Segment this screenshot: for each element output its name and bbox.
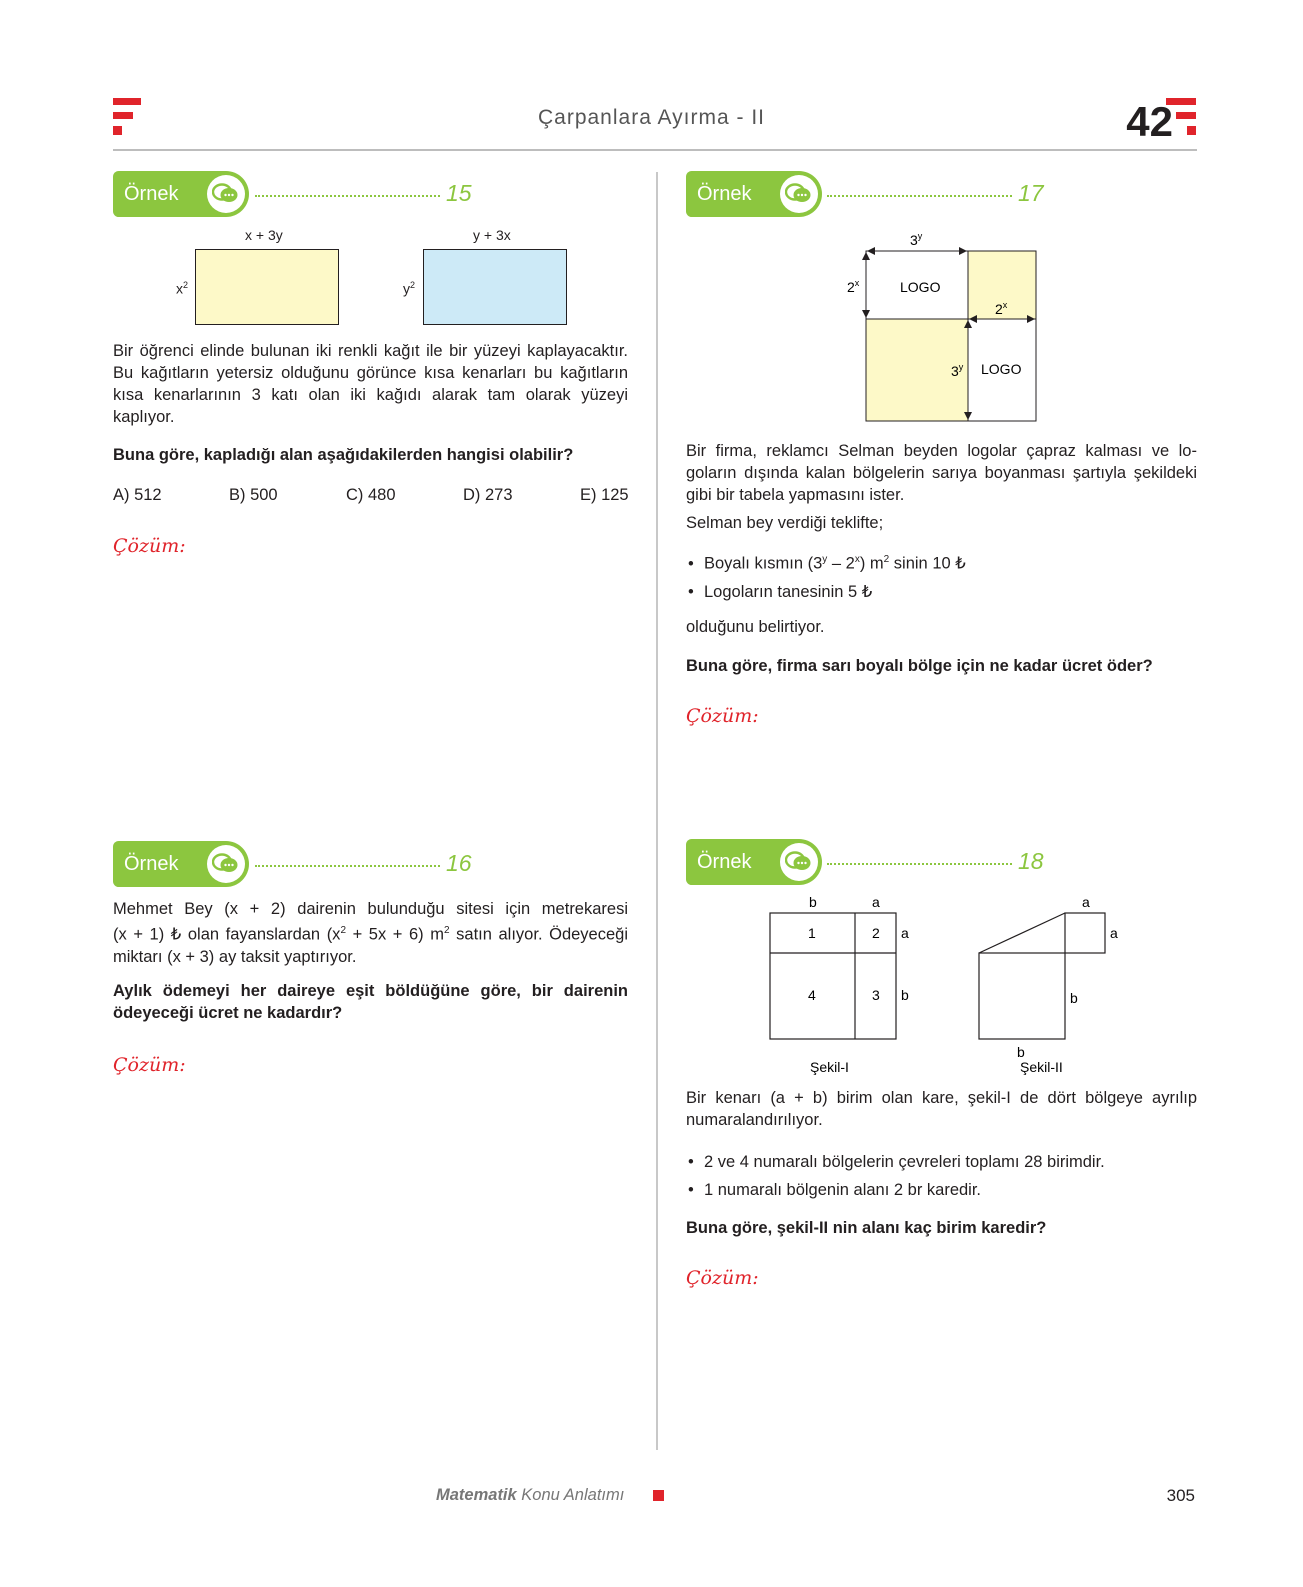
- cell-2: 2: [872, 925, 880, 941]
- rect1-top-label: x + 3y: [245, 227, 283, 243]
- figure-2-caption: Şekil-II: [1020, 1059, 1063, 1075]
- middle-dimension-label: 2$^x$: [995, 300, 1008, 317]
- option-a: A) 512: [113, 486, 162, 504]
- left-dimension-label: 2$^x$: [847, 278, 860, 295]
- condition-list: [686, 1148, 1197, 1204]
- rect2-top-label: y + 3x: [473, 227, 511, 243]
- top-a-label: a: [872, 894, 880, 910]
- option-b: B) 500: [229, 486, 278, 504]
- blue-paper-rect: [423, 249, 567, 325]
- solution-label: Çözüm:: [113, 1054, 186, 1076]
- side-b-label: b: [1070, 990, 1078, 1006]
- question-number: 15: [446, 180, 472, 206]
- logo-signboard-figure: [840, 228, 1050, 428]
- column-divider: [656, 172, 658, 1450]
- footer-square-mark: [653, 1490, 664, 1501]
- condition-item: • 1 numaralı bölgenin alanı 2 br karedir.: [686, 1176, 1197, 1204]
- badge-dots: [827, 195, 1012, 197]
- cell-3: 3: [872, 987, 880, 1003]
- example-badge-16: [113, 841, 249, 887]
- condition-item: • 2 ve 4 numaralı bölgelerin çevreleri toplamı 28 birimdir.: [686, 1148, 1197, 1176]
- speech-bubble-icon: [780, 843, 818, 881]
- cell-1: 1: [808, 925, 816, 941]
- solution-label: Çözüm:: [686, 1267, 759, 1289]
- example-badge-18: [686, 839, 822, 885]
- chapter-title: Çarpanlara Ayırma - II: [537, 106, 766, 129]
- question-text: Bir kenarı (a + b) birim olan kare, şekil-I de dört bölgeye ayrılıp numaralandırılıyor.: [686, 1089, 1197, 1129]
- badge-label: Örnek: [697, 851, 752, 873]
- offer-outro: olduğunu belirtiyor.: [686, 618, 825, 636]
- badge-label: Örnek: [124, 853, 179, 875]
- side-b-label: b: [901, 987, 909, 1003]
- question-number: 18: [1018, 848, 1044, 874]
- header-divider: [113, 149, 1197, 151]
- option-d: D) 273: [463, 486, 513, 504]
- rect1-side-label: $x^2$: [176, 280, 189, 297]
- top-b-label: b: [809, 894, 817, 910]
- question-prompt: Buna göre, firma sarı boyalı bölge için ne kadar ücret öder?: [686, 657, 1153, 675]
- offer-item-logo: • Logoların tanesinin 5 ₺: [686, 578, 1197, 606]
- top-a-label: a: [1082, 894, 1090, 910]
- top-dimension-label: 3$^y$: [910, 231, 923, 248]
- question-prompt: Buna göre, şekil-II nin alanı kaç birim karedir?: [686, 1219, 1047, 1237]
- rect2-side-label: $y^2$: [403, 280, 416, 297]
- logo-label-top: LOGO: [900, 279, 941, 295]
- figure-2-shape: [965, 892, 1125, 1077]
- badge-dots: [827, 863, 1012, 865]
- option-c: C) 480: [346, 486, 396, 504]
- question-prompt: Aylık ödemeyi her daireye eşit böldüğüne göre, bir dairenin ödeyeceği ücret ne kadardır?: [113, 982, 628, 1022]
- question-prompt: Buna göre, kapladığı alan aşağıdakilerden hangisi olabilir?: [113, 446, 574, 464]
- badge-dots: [255, 865, 440, 867]
- example-badge-17: [686, 171, 822, 217]
- question-text: Mehmet Bey (x + 2) dairenin bulunduğu sitesi için metrekaresi (x + 1) ₺ olan fayanslardan $(x^2 + 5x + 6)$ $m^2$ satın alıyor. Ödeyeceği miktarı (x + 3) ay taksit yaptırıyor.: [113, 900, 628, 966]
- badge-label: Örnek: [697, 183, 752, 205]
- question-text: Bir öğrenci elinde bulunan iki renkli kağıt ile bir yüzeyi kaplayacaktır. Bu kağıtların yetersiz olduğunu görünce kısa kenarları bu kağıtların kısa kenarlarının 3 katı olan iki kağıdı alarak tam olarak yüzeyi kaplıyor.: [113, 342, 628, 426]
- page-number: 305: [1166, 1486, 1195, 1505]
- offer-intro: Selman bey verdiği teklifte;: [686, 514, 884, 532]
- badge-dots: [255, 195, 440, 197]
- offer-item-paint: • Boyalı kısmın (3$^y$ – 2$^x$) $m^2$ sinin 10 ₺: [686, 546, 1197, 578]
- side-a-label: a: [901, 925, 909, 941]
- cell-4: 4: [808, 987, 816, 1003]
- question-number: 17: [1018, 180, 1044, 206]
- figure-1-caption: Şekil-I: [810, 1059, 849, 1075]
- inner-dimension-label: 3$^y$: [951, 362, 964, 379]
- bottom-b-label: b: [1017, 1044, 1025, 1060]
- badge-label: Örnek: [124, 183, 179, 205]
- solution-label: Çözüm:: [113, 535, 186, 557]
- footer-brand: Matematik Konu Anlatımı: [436, 1486, 625, 1504]
- solution-label: Çözüm:: [686, 705, 759, 727]
- chapter-number: 42: [1126, 98, 1173, 145]
- side-a-label: a: [1110, 925, 1118, 941]
- logo-label-bottom: LOGO: [981, 361, 1022, 377]
- figure-1-square: [760, 892, 920, 1077]
- speech-bubble-icon: [207, 175, 245, 213]
- offer-list: [686, 546, 1197, 606]
- speech-bubble-icon: [207, 845, 245, 883]
- option-e: E) 125: [580, 486, 629, 504]
- example-badge-15: [113, 171, 249, 217]
- speech-bubble-icon: [780, 175, 818, 213]
- yellow-paper-rect: [195, 249, 339, 325]
- question-text: Bir firma, reklamcı Selman beyden logolar çapraz kalması ve logoların dışında kalan bölgelerin sarıya boyanması şartıyla şekildeki gibi bir tabela yapmasını ister.: [686, 442, 1197, 504]
- question-number: 16: [446, 850, 472, 876]
